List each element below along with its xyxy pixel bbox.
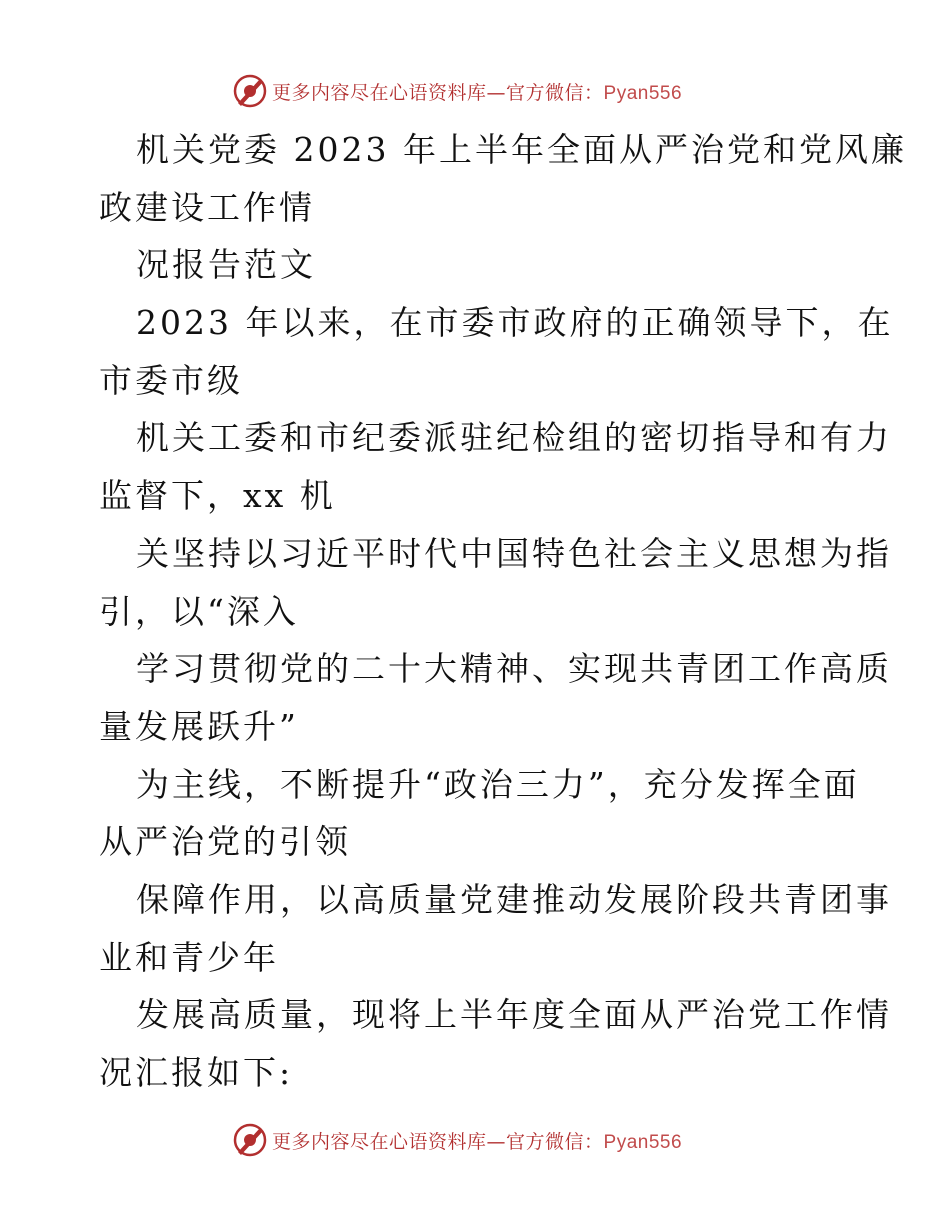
brush-logo-icon	[232, 73, 268, 109]
title-line-2: 政建设工作情	[99, 187, 315, 227]
brush-logo-icon	[232, 1122, 268, 1158]
paragraph-line: 监督下，xx 机	[99, 476, 336, 516]
paragraph-line: 2023 年以来，在市委市政府的正确领导下，在	[136, 303, 894, 343]
paragraph-line: 关坚持以习近平时代中国特色社会主义思想为指	[136, 533, 892, 573]
paragraph-line: 市委市级	[99, 360, 243, 400]
paragraph-line: 发展高质量，现将上半年度全面从严治党工作情	[136, 995, 892, 1035]
document-body	[99, 121, 907, 1102]
watermark-text: 更多内容尽在心语资料库—官方微信：Pyan556	[272, 81, 683, 104]
footer-watermark-banner	[232, 1120, 682, 1160]
paragraph-line: 况汇报如下:	[99, 1053, 294, 1092]
watermark-text: 更多内容尽在心语资料库—官方微信：Pyan556	[272, 1130, 683, 1153]
paragraph-line: 为主线，不断提升“政治三力”，充分发挥全面	[136, 764, 860, 804]
paragraph-line: 学习贯彻党的二十大精神、实现共青团工作高质	[136, 649, 892, 689]
title-line-1: 机关党委 2023 年上半年全面从严治党和党风廉	[136, 130, 907, 169]
paragraph-line: 保障作用，以高质量党建推动发展阶段共青团事	[136, 879, 892, 919]
paragraph-line: 业和青少年	[99, 937, 279, 977]
title-line-3: 况报告范文	[136, 245, 316, 285]
paragraph-line: 量发展跃升”	[99, 706, 299, 746]
paragraph-line: 引，以“深入	[99, 591, 299, 631]
paragraph-line: 从严治党的引领	[99, 822, 351, 862]
header-watermark-banner	[232, 71, 682, 111]
paragraph-line: 机关工委和市纪委派驻纪检组的密切指导和有力	[136, 418, 892, 458]
